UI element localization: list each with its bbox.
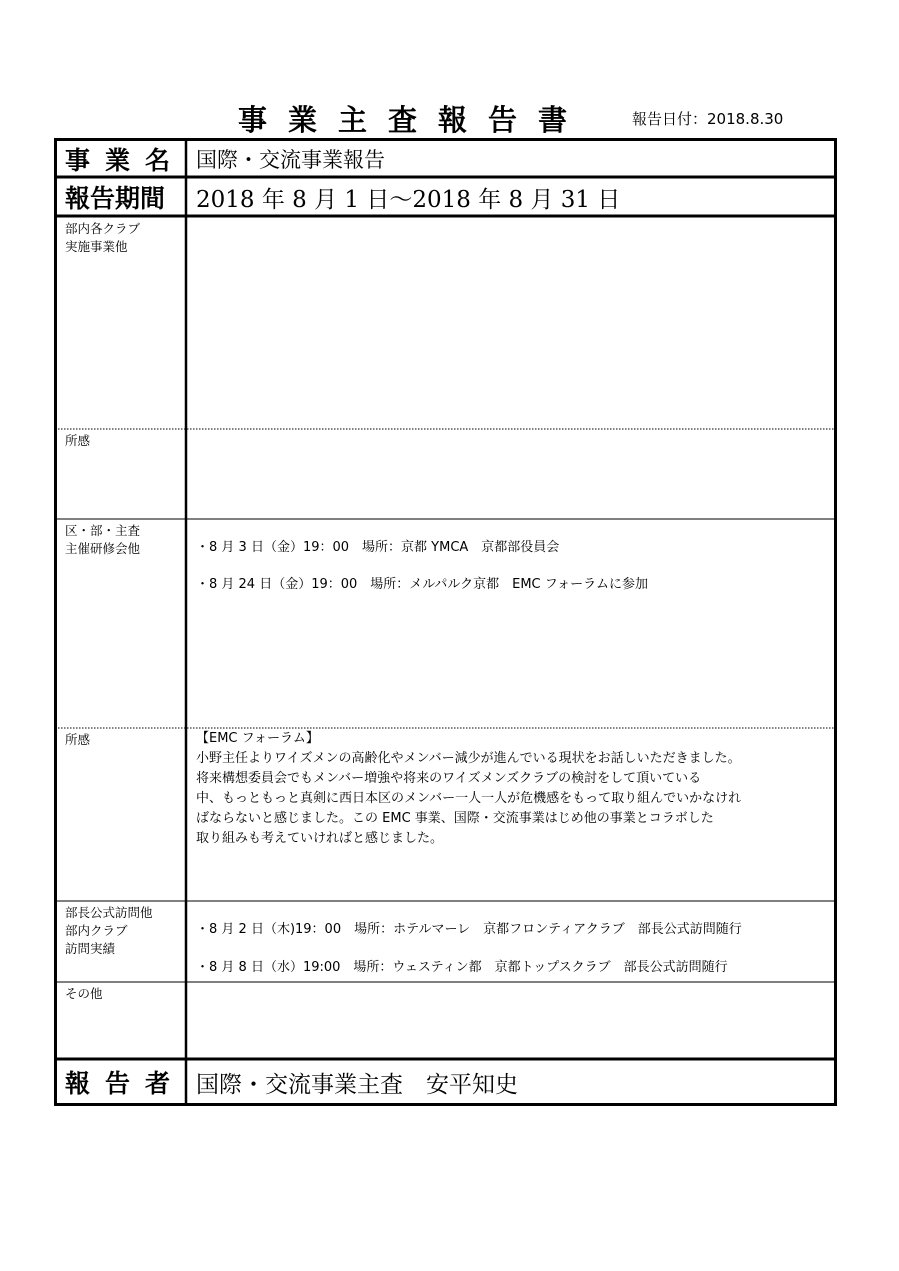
district-impressions-text xyxy=(196,729,832,849)
report-period-value: 2018 年 8 月 1 日〜2018 年 8 月 31 日 xyxy=(196,186,621,213)
report-period-label: 報告期間 xyxy=(65,184,166,213)
official-visit-item: ・8 月 2 日（木)19：00 場所：ホテルマーレ 京都フロンティアクラブ 部長公式訪問随行 xyxy=(196,922,742,937)
club-impressions-content xyxy=(188,430,834,518)
reporter-value: 国際・交流事業主査 安平知史 xyxy=(196,1071,518,1098)
official-visits-label: 部長公式訪問他 部内クラブ 訪問実績 xyxy=(65,905,153,956)
impression-line: 将来構想委員会でもメンバー増強や将来のワイズメンズクラブの検討をして頂いている xyxy=(196,771,702,786)
other-label: その他 xyxy=(65,986,103,1001)
project-name-value: 国際・交流事業報告 xyxy=(196,147,385,172)
impression-line: 【EMC フォーラム】 xyxy=(196,731,319,746)
impression-line: 小野主任よりワイズメンの高齢化やメンバー減少が進んでいる現状をお話しいただきました。 xyxy=(196,751,741,766)
club-impressions-label: 所感 xyxy=(65,433,91,448)
district-event-item: ・8 月 3 日（金）19：00 場所：京都 YMCA 京都部役員会 xyxy=(196,540,560,555)
district-event-item: ・8 月 24 日（金）19：00 場所：メルパルク京都 EMC フォーラムに参加 xyxy=(196,577,648,592)
project-name-label: 事業名 xyxy=(65,145,186,175)
report-date: 報告日付：2018.8.30 xyxy=(632,110,784,128)
impression-line: 中、もっともっと真剣に西日本区のメンバー一人一人が危機感をもって取り組んでいかなけれ xyxy=(196,791,742,806)
district-events-label: 区・部・主査 主催研修会他 xyxy=(65,523,141,556)
reporter-label: 報告者 xyxy=(65,1069,186,1098)
impression-line: ばならないと感じました。この EMC 事業、国際・交流事業はじめ他の事業とコラボした xyxy=(196,811,714,826)
district-impressions-label: 所感 xyxy=(65,732,91,747)
club-events-label: 部内各クラブ 実施事業他 xyxy=(65,221,141,254)
club-events-content xyxy=(188,218,834,428)
impression-line: 取り組みも考えていければと感じました。 xyxy=(196,831,444,846)
official-visit-item: ・8 月 8 日（水）19:00 場所：ウェスティン都 京都トップスクラブ 部長公式訪問随行 xyxy=(196,960,728,975)
document-title: 事業主査報告書 xyxy=(238,103,589,137)
other-content xyxy=(188,983,834,1057)
